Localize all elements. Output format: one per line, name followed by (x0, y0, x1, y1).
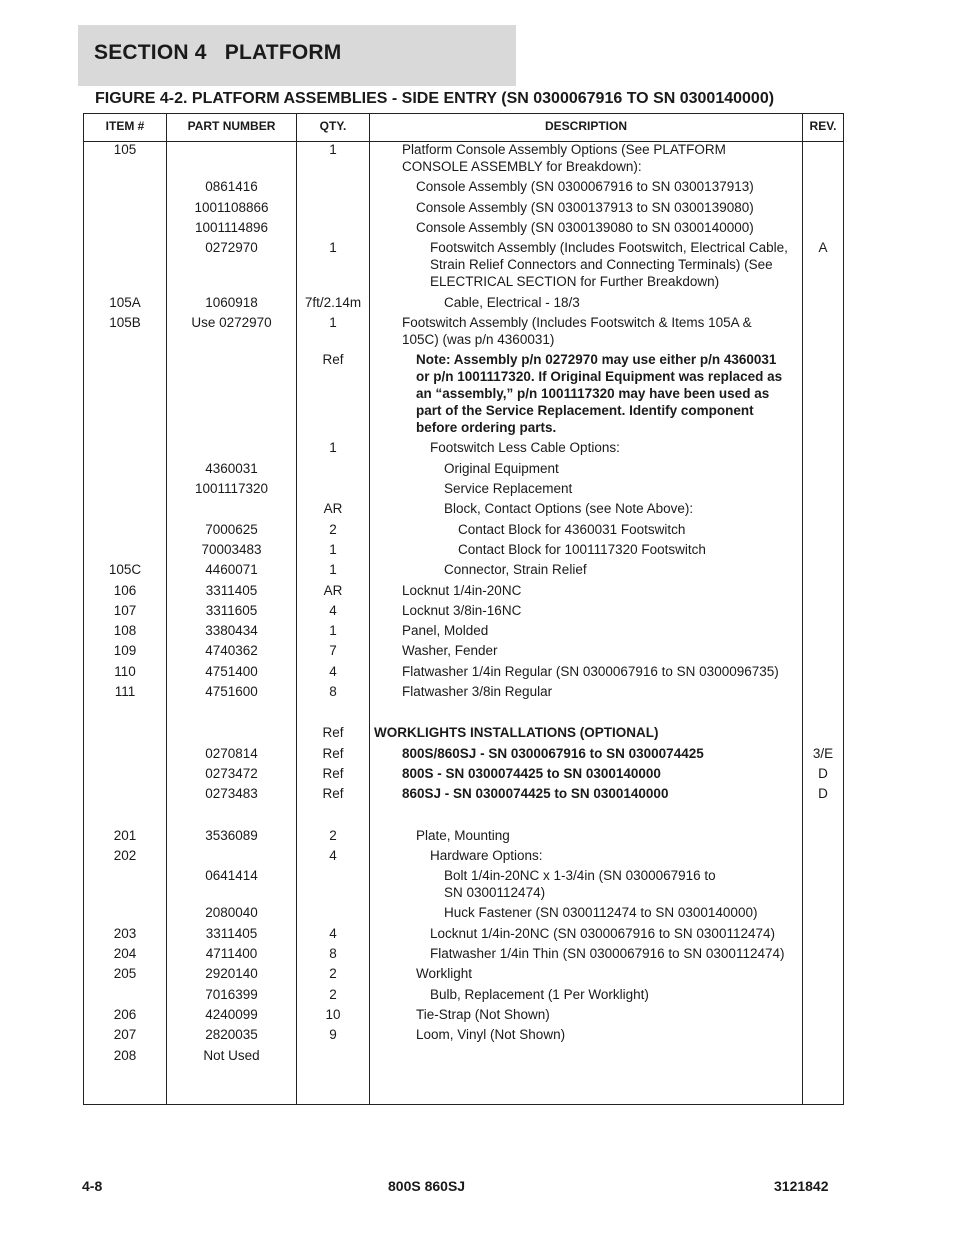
cell-description (402, 602, 832, 619)
cell-qty: 2 (329, 521, 337, 537)
cell-item: 205 (113, 966, 137, 982)
description-line: before ordering parts. (416, 420, 557, 436)
cell-part-number: 4751400 (205, 663, 258, 679)
cell-description (416, 1026, 846, 1043)
section-header (78, 25, 516, 86)
description-line: 105C) (was p/n 4360031) (402, 331, 555, 347)
cell-qty: 7 (329, 643, 337, 659)
cell-qty: 2 (329, 827, 337, 843)
cell-description (458, 541, 888, 558)
cell-part-number: 3311605 (205, 602, 258, 618)
footer-doc-number: 3121842 (774, 1178, 829, 1194)
cell-rev: A (818, 240, 828, 256)
column-divider (369, 114, 370, 1104)
cell-description (430, 986, 860, 1003)
cell-part-number: Use 0272970 (191, 314, 272, 330)
cell-item: 109 (113, 643, 137, 659)
cell-description (430, 945, 860, 962)
cell-rev: 3/E (812, 745, 834, 761)
cell-part-number: 2820035 (205, 1027, 258, 1043)
description-line: Washer, Fender (402, 643, 498, 659)
cell-qty: 4 (329, 925, 337, 941)
description-line: an “assembly,” p/n 1001117320 may have been used as (416, 386, 770, 402)
cell-description (402, 765, 832, 782)
description-line: part of the Service Replacement. Identify component (416, 403, 754, 419)
description-line: Block, Contact Options (see Note Above): (444, 501, 694, 517)
description-line: 860SJ - SN 0300074425 to SN 0300140000 (402, 786, 669, 802)
cell-item: 105C (108, 562, 142, 578)
cell-qty: 1 (329, 623, 337, 639)
cell-description (402, 683, 832, 700)
cell-part-number: 0273483 (205, 786, 258, 802)
description-line: Service Replacement (444, 481, 573, 496)
cell-part-number: 1060918 (205, 294, 258, 310)
cell-qty: 9 (329, 1027, 337, 1043)
cell-qty: 2 (329, 986, 337, 1002)
cell-part-number: 70003483 (201, 541, 262, 557)
header-item: ITEM # (105, 119, 145, 133)
description-line: ELECTRICAL SECTION for Further Breakdown) (430, 274, 720, 290)
description-line: Contact Block for 1001117320 Footswitch (458, 541, 706, 557)
cell-qty: 2 (329, 966, 337, 982)
cell-qty: 10 (325, 1006, 341, 1022)
cell-qty: Ref (322, 786, 344, 802)
description-line: Panel, Molded (402, 623, 489, 639)
cell-item: 203 (113, 925, 137, 941)
description-line: Console Assembly (SN 0300139080 to SN 0300140000) (416, 219, 754, 235)
section-title: SECTION 4 PLATFORM (94, 41, 342, 64)
cell-description (444, 460, 874, 477)
cell-part-number: 0272970 (205, 240, 258, 256)
description-line: SN 0300112474) (444, 885, 546, 901)
cell-part-number: 1001108866 (194, 199, 269, 215)
header-description: DESCRIPTION (544, 119, 627, 133)
cell-description (402, 314, 832, 348)
description-line: Platform Console Assembly Options (See PLATFORM (402, 142, 726, 157)
description-line: Hardware Options: (430, 847, 543, 863)
cell-qty: 8 (329, 946, 337, 961)
cell-part-number: 0270814 (205, 745, 258, 761)
cell-description (444, 480, 874, 497)
cell-description (444, 294, 874, 311)
description-line: Tie-Strap (Not Shown) (416, 1006, 550, 1022)
cell-qty: Ref (322, 725, 344, 741)
cell-part-number: 1001117320 (194, 481, 269, 496)
description-line: Plate, Mounting (416, 827, 510, 843)
cell-part-number: 4460071 (205, 562, 258, 578)
cell-part-number: 0861416 (205, 179, 258, 195)
cell-description (416, 965, 846, 982)
cell-qty: Ref (322, 765, 344, 781)
cell-part-number: 4751600 (205, 684, 258, 699)
cell-part-number: 3311405 (205, 582, 258, 598)
cell-item: 201 (113, 827, 137, 843)
header-qty: QTY. (319, 119, 347, 133)
cell-qty: AR (323, 582, 343, 598)
footer-page-number: 4-8 (82, 1178, 103, 1194)
description-line: Note: Assembly p/n 0272970 may use either p/n 4360031 (416, 352, 777, 368)
description-line: Console Assembly (SN 0300137913 to SN 0300139080) (416, 199, 754, 215)
description-line: Huck Fastener (SN 0300112474 to SN 0300140000) (444, 905, 758, 921)
cell-item: 206 (113, 1006, 137, 1022)
cell-item: 105B (109, 314, 141, 330)
description-line: Footswitch Less Cable Options: (430, 440, 620, 456)
cell-qty: 1 (329, 314, 337, 330)
cell-item: 105A (109, 294, 141, 310)
cell-description (444, 904, 874, 921)
description-line: Strain Relief Connectors and Connecting Terminals) (See (430, 257, 773, 273)
footer-model: 800S 860SJ (388, 1178, 466, 1194)
description-line: Flatwasher 1/4in Thin (SN 0300067916 to SN 0300112474) (430, 946, 785, 961)
figure-title: FIGURE 4-2. PLATFORM ASSEMBLIES - SIDE ENTRY (SN 0300067916 TO SN 0300140000) (95, 90, 775, 107)
cell-qty: 1 (329, 562, 337, 578)
header-rev: REV. (809, 119, 837, 133)
description-line: Flatwasher 3/8in Regular (402, 684, 553, 699)
cell-description (416, 827, 846, 844)
description-line: Bulb, Replacement (1 Per Worklight) (430, 986, 649, 1002)
cell-qty: 1 (329, 240, 337, 256)
cell-description (416, 219, 846, 236)
cell-description (402, 642, 832, 659)
cell-description (444, 867, 874, 901)
cell-item: 108 (113, 623, 137, 639)
cell-item: 110 (114, 663, 136, 679)
cell-description (402, 663, 832, 680)
cell-item: 207 (113, 1027, 137, 1043)
cell-item: 208 (113, 1047, 137, 1063)
cell-part-number: 7000625 (205, 521, 258, 537)
cell-part-number: 3380434 (205, 623, 258, 639)
description-line: WORKLIGHTS INSTALLATIONS (OPTIONAL) (374, 725, 659, 741)
description-line: Footswitch Assembly (Includes Footswitch, Electrical Cable, (430, 240, 788, 256)
cell-part-number: 1001114896 (194, 219, 269, 235)
cell-item: 106 (113, 582, 137, 598)
cell-item: 204 (113, 946, 137, 961)
description-line: Locknut 1/4in-20NC (SN 0300067916 to SN 0300112474) (430, 925, 775, 941)
cell-description (402, 141, 832, 175)
cell-part-number: 4711400 (205, 946, 258, 961)
cell-part-number: 3536089 (205, 827, 258, 843)
cell-description (444, 500, 874, 517)
cell-part-number: 7016399 (205, 986, 258, 1002)
cell-qty: Ref (322, 352, 344, 368)
cell-qty: 4 (329, 663, 337, 679)
cell-qty: 1 (329, 440, 337, 456)
cell-description (430, 439, 860, 456)
cell-description (416, 199, 846, 216)
description-line: Bolt 1/4in-20NC x 1-3/4in (SN 0300067916 to (444, 868, 716, 884)
header-part-number: PART NUMBER (187, 119, 276, 133)
cell-description (402, 582, 832, 599)
cell-part-number: 2080040 (205, 905, 258, 921)
description-line: Original Equipment (444, 460, 559, 476)
cell-item: 105 (113, 142, 137, 157)
description-line: Footswitch Assembly (Includes Footswitch & Items 105A & (402, 314, 752, 330)
cell-description (444, 561, 874, 578)
description-line: Connector, Strain Relief (444, 562, 587, 578)
cell-part-number: Not Used (203, 1047, 260, 1063)
cell-part-number: 0641414 (205, 868, 258, 884)
cell-qty: AR (323, 501, 343, 517)
cell-item: 111 (114, 684, 136, 699)
description-line: Console Assembly (SN 0300067916 to SN 0300137913) (416, 179, 754, 195)
cell-description (374, 724, 804, 741)
cell-description (458, 521, 888, 538)
description-line: 800S/860SJ - SN 0300067916 to SN 0300074425 (402, 745, 704, 761)
cell-description (430, 925, 860, 942)
cell-qty: Ref (322, 745, 344, 761)
cell-description (430, 847, 860, 864)
cell-description (416, 1006, 846, 1023)
cell-description (416, 178, 846, 195)
cell-description (402, 745, 832, 762)
description-line: 800S - SN 0300074425 to SN 0300140000 (402, 765, 661, 781)
cell-rev: D (818, 765, 828, 781)
cell-item: 107 (113, 602, 137, 618)
cell-qty: 4 (329, 602, 337, 618)
description-line: Cable, Electrical - 18/3 (444, 294, 580, 310)
cell-description (402, 622, 832, 639)
cell-description (402, 785, 832, 802)
description-line: Loom, Vinyl (Not Shown) (416, 1027, 566, 1043)
description-line: or p/n 1001117320. If Original Equipment was replaced as (416, 369, 783, 385)
cell-part-number: 0273472 (205, 765, 258, 781)
description-line: Worklight (416, 966, 473, 982)
cell-qty: 7ft/2.14m (304, 294, 362, 310)
cell-qty: 8 (329, 684, 337, 699)
cell-part-number: 3311405 (205, 925, 258, 941)
cell-item: 202 (113, 847, 137, 863)
description-line: CONSOLE ASSEMBLY for Breakdown): (402, 159, 642, 174)
cell-part-number: 2920140 (205, 966, 258, 982)
cell-qty: 1 (329, 142, 337, 157)
cell-part-number: 4740362 (205, 643, 258, 659)
cell-qty: 4 (329, 847, 337, 863)
parts-table (83, 113, 844, 1105)
cell-part-number: 4360031 (205, 460, 258, 476)
cell-part-number: 4240099 (205, 1006, 258, 1022)
description-line: Flatwasher 1/4in Regular (SN 0300067916 to SN 0300096735) (402, 663, 779, 679)
cell-description (430, 239, 860, 290)
description-line: Locknut 3/8in-16NC (402, 602, 522, 618)
cell-rev: D (818, 786, 828, 802)
cell-qty: 1 (329, 541, 337, 557)
description-line: Locknut 1/4in-20NC (402, 582, 522, 598)
cell-description (416, 351, 846, 436)
description-line: Contact Block for 4360031 Footswitch (458, 521, 686, 537)
